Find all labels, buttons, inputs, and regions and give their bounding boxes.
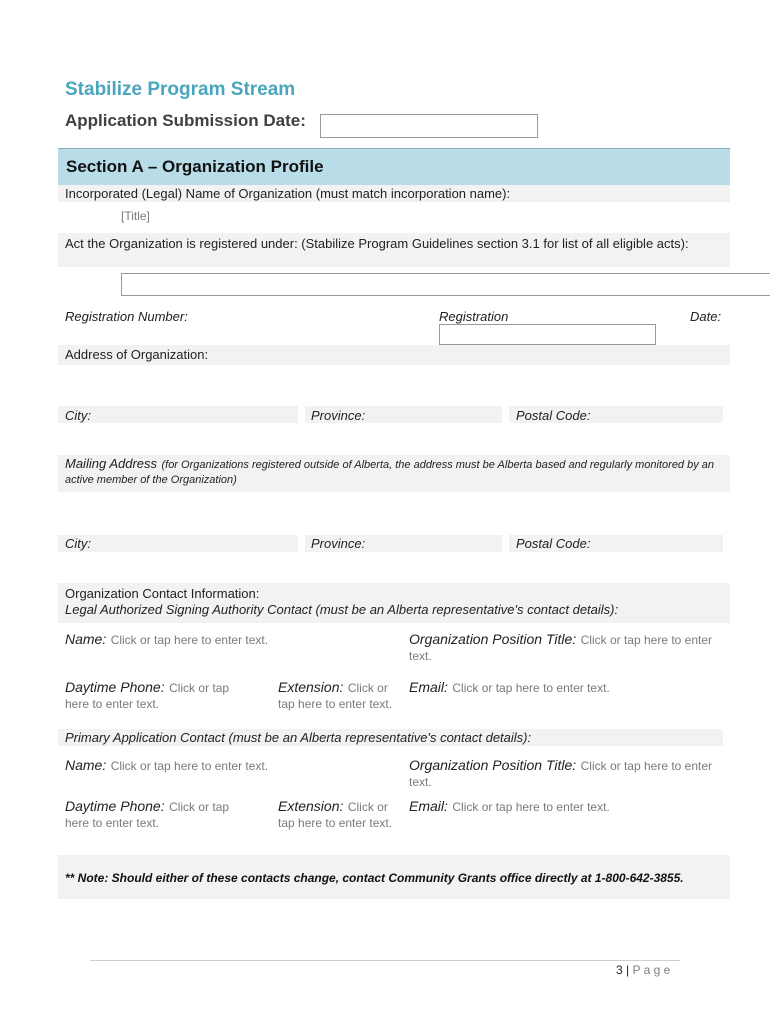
signing-phone-placeholder: Click or tap here to enter text. <box>65 681 230 711</box>
primary-contact-label: Primary Application Contact (must be an Alberta representative's contact details): <box>65 730 532 745</box>
primary-extension-placeholder: Click or tap here to enter text. <box>278 800 393 830</box>
primary-extension-field[interactable] <box>278 798 400 831</box>
primary-position-label: Organization Position Title: <box>409 757 577 773</box>
section-a-heading: Section A – Organization Profile <box>66 157 324 176</box>
primary-name-label: Name: <box>65 757 107 773</box>
mailing-label: Mailing Address <box>65 456 158 471</box>
signing-name-placeholder: Click or tap here to enter text. <box>110 633 269 647</box>
legal-name-field[interactable]: [Title] <box>121 209 150 223</box>
page-footer <box>616 963 670 977</box>
registration-date-input[interactable] <box>439 324 656 345</box>
primary-email-field[interactable] <box>409 798 729 815</box>
signing-authority-label: Legal Authorized Signing Authority Contact (must be an Alberta representative's contact details): <box>65 602 619 617</box>
section-a-header <box>58 148 730 185</box>
registration-date-label: Date: <box>690 309 722 324</box>
signing-position-label: Organization Position Title: <box>409 631 577 647</box>
address-label: Address of Organization: <box>65 347 209 362</box>
signing-email-label: Email: <box>409 679 448 695</box>
contact-info-label: Organization Contact Information: <box>65 586 260 601</box>
page-label: P a g e <box>632 963 671 977</box>
signing-name-field[interactable] <box>65 631 395 649</box>
primary-name-placeholder: Click or tap here to enter text. <box>110 759 269 773</box>
signing-email-placeholder: Click or tap here to enter text. <box>452 681 610 695</box>
postal-label: Postal Code: <box>516 408 591 423</box>
primary-phone-field[interactable] <box>65 798 255 831</box>
signing-extension-placeholder: Click or tap here to enter text. <box>278 681 393 711</box>
signing-name-label: Name: <box>65 631 107 647</box>
page-title: Stabilize Program Stream <box>65 79 296 100</box>
registration-label: Registration <box>439 309 509 324</box>
mailing-text <box>65 457 725 487</box>
footer-rule <box>90 960 680 961</box>
city-label: City: <box>65 408 91 423</box>
primary-position-field[interactable] <box>409 757 719 790</box>
primary-position-placeholder: Click or tap here to enter text. <box>409 759 713 789</box>
primary-extension-label: Extension: <box>278 798 344 814</box>
signing-phone-field[interactable] <box>65 679 255 712</box>
city-field[interactable] <box>58 406 298 423</box>
primary-name-field[interactable] <box>65 757 395 775</box>
submission-date-input[interactable] <box>320 114 538 138</box>
mailing-postal-label: Postal Code: <box>516 536 591 551</box>
mailing-city-field[interactable] <box>58 535 298 552</box>
primary-email-label: Email: <box>409 798 448 814</box>
page-separator: | <box>626 963 630 977</box>
legal-name-label: Incorporated (Legal) Name of Organization (must match incorporation name): <box>65 186 511 201</box>
primary-phone-label: Daytime Phone: <box>65 798 165 814</box>
signing-phone-label: Daytime Phone: <box>65 679 165 695</box>
signing-position-field[interactable] <box>409 631 719 664</box>
primary-phone-placeholder: Click or tap here to enter text. <box>65 800 230 830</box>
act-label: Act the Organization is registered under: (Stabilize Program Guidelines section 3.1 for list of all eligible acts): <box>65 236 689 251</box>
signing-email-field[interactable] <box>409 679 729 696</box>
registration-number-label: Registration Number: <box>65 309 188 324</box>
province-label: Province: <box>311 408 366 423</box>
mailing-province-label: Province: <box>311 536 366 551</box>
mailing-city-label: City: <box>65 536 91 551</box>
signing-extension-field[interactable] <box>278 679 400 712</box>
submission-date-label: Application Submission Date: <box>65 111 306 130</box>
act-input[interactable] <box>121 273 770 296</box>
primary-email-placeholder: Click or tap here to enter text. <box>452 800 610 814</box>
mailing-note: (for Organizations registered outside of Alberta, the address must be Alberta based and regularly monitored by an active member of the Organization) <box>65 459 715 486</box>
page-number: 3 <box>616 963 623 977</box>
contact-change-note: ** Note: Should either of these contacts change, contact Community Grants office directly at 1-800-642-3855. <box>65 871 684 885</box>
signing-extension-label: Extension: <box>278 679 344 695</box>
signing-position-placeholder: Click or tap here to enter text. <box>409 633 713 663</box>
